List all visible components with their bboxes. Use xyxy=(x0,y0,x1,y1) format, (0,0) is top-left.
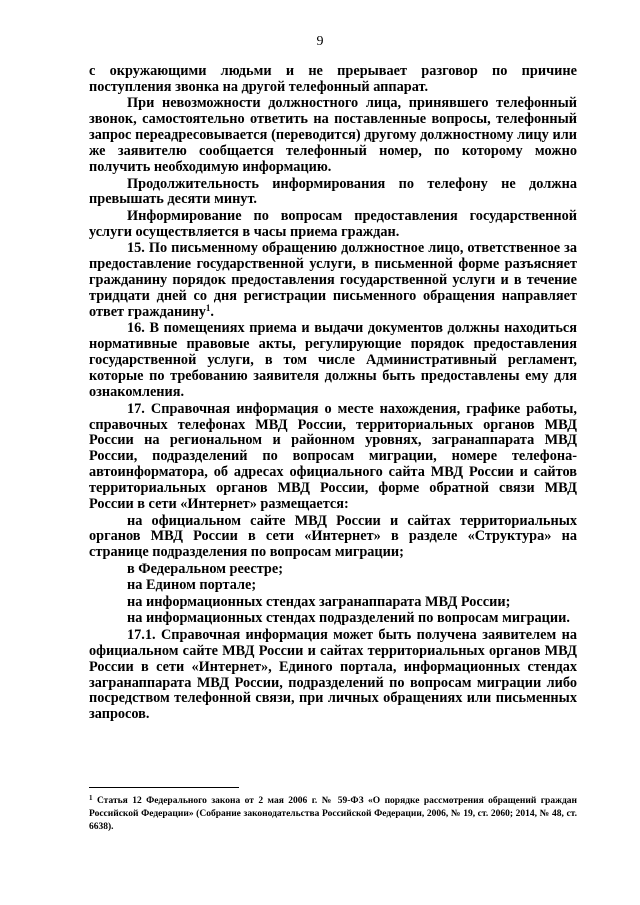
page-number: 9 xyxy=(316,34,324,49)
footnote-divider xyxy=(89,787,239,788)
footnote-reference: 1 xyxy=(205,302,211,313)
list-item-stands-foreign: на информационных стендах загранаппарата МВД России; xyxy=(127,593,511,610)
paragraph-clause-17: 17. Справочная информация о месте нахождения, графике работы, справочных телефонах МВД России, территориальных органов МВД России на региональном и районном уровнях, загранаппарата МВД России, подразделений по вопросам миграции, номере телефона-автоинформатора, об адресах официального сайта МВД России и сайтов территориальных органов МВД России, форме обратной связи МВД России в сети «Интернет» размещается: xyxy=(89,400,577,513)
list-item-federal-register: в Федеральном реестре; xyxy=(127,560,283,577)
paragraph-clause-15: 15. По письменному обращению должностное лицо, ответственное за предоставление государственной услуги, в письменной форме разъясняет гражданину порядок предоставления государственной услуги и в течение тридцати дней со дня регистрации письменного обращения направляет ответ гражданину$^1$. xyxy=(89,240,577,320)
paragraph-call-redirection: При невозможности должностного лица, принявшего телефонный звонок, самостоятельно ответить на поставленные вопросы, телефонный запрос переадресовывается (переводится) другому должностному лицу или же заявителю сообщается телефонный номер, по которому можно получить необходимую информацию. xyxy=(89,95,577,176)
paragraph-call-duration: Продолжительность информирования по телефону не должна превышать десяти минут. xyxy=(89,175,577,208)
footnote-text: Статья 12 Федерального закона от 2 мая 2006 г. № 59-ФЗ «О порядке рассмотрения обращений граждан Российской Федерации» (Собрание законодательства Российской Федерации, 2006, № 19, ст. 2060; 2014, № 48, ст. 6638). xyxy=(89,796,578,832)
list-item-stands-migration: на информационных стендах подразделений по вопросам миграции. xyxy=(127,610,570,627)
footnote xyxy=(89,795,577,834)
paragraph-phone-call-continuation: с окружающими людьми и не прерывает разговор по причине поступления звонка на другой телефонный аппарат. xyxy=(89,63,577,95)
clause-15-text: 15. По письменному обращению должностное лицо, ответственное за предоставление государственной услуги, в письменной форме разъясняет гражданину порядок предоставления государственной услуги и в течение тридцати дней со дня регистрации письменного обращения направляет ответ гражданину xyxy=(89,240,577,320)
list-item-official-site: на официальном сайте МВД России и сайтах территориальных органов МВД России в сети «Интернет» в разделе «Структура» на странице подразделения по вопросам миграции; xyxy=(89,512,577,561)
paragraph-reception-hours: Информирование по вопросам предоставления государственной услуги осуществляется в часы приема граждан. xyxy=(89,207,577,240)
document-body xyxy=(89,64,577,724)
paragraph-clause-16: 16. В помещениях приема и выдачи документов должны находиться нормативные правовые акты, регулирующие порядок предоставления государственной услуги, в том числе Административный регламент, которые по требованию заявителя должны быть предоставлены ему для ознакомления. xyxy=(89,320,577,401)
list-item-unified-portal: на Едином портале; xyxy=(127,577,257,594)
footnote-marker: 1 xyxy=(89,794,93,802)
paragraph-clause-17-1: 17.1. Справочная информация может быть получена заявителем на официальном сайте МВД России и сайтах территориальных органов МВД России в сети «Интернет», Единого портала, информационных стендах загранаппарата МВД России, подразделений по вопросам миграции либо посредством телефонной связи, при личных обращениях или письменных запросов. xyxy=(89,626,577,723)
